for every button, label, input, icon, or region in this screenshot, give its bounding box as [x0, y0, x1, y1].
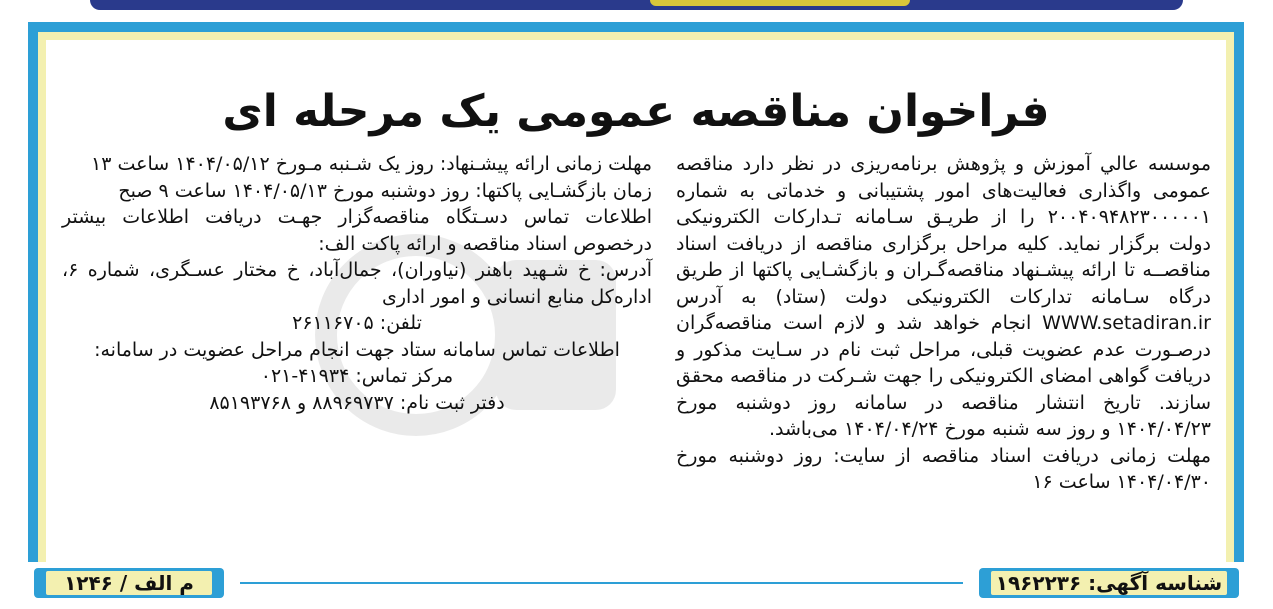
footer: [0, 562, 1273, 604]
right-column: [676, 151, 1211, 496]
setad-intro: اطلاعات تماس سامانه ستاد جهت انجام مراحل عضویت در سامانه:: [94, 338, 620, 361]
ad-id-badge: [979, 568, 1239, 598]
ad-paper: [46, 40, 1226, 564]
submission-deadline: مهلت زمانی ارائه پیشـنهاد: روز یک شـنبه مـورخ ۱۴۰۴/۰۵/۱۲ ساعت ۱۳: [91, 153, 652, 175]
left-column: [62, 151, 652, 416]
contact-intro: اطلاعات تماس دسـتگاه مناقصه‌گزار جهـت دریافت اطلاعات بیشتر درخصوص اسناد مناقصه و ارائه پاکت الف:: [62, 206, 652, 255]
ad-frame-inner: [38, 32, 1234, 572]
address: آدرس: خ شـهید باهنر (نیاوران)، جمال‌آباد، خ مختار عسـگری، شماره ۶، اداره‌کل منابع انسانی و امور اداری: [62, 259, 652, 308]
ad-id-text: شناسه آگهی: ۱۹۶۲۲۳۶: [991, 571, 1227, 595]
phone: تلفن: ۲۶۱۱۶۷۰۵: [292, 312, 422, 334]
document-deadline: مهلت زمانی دریافت اسناد مناقصه از سایت: روز دوشنبه مورخ ۱۴۰۴/۰۴/۳۰ ساعت ۱۶: [676, 444, 1211, 493]
top-decorative-bar: [90, 0, 1183, 10]
ad-title: فراخوان مناقصه عمومی یک مرحله ای: [222, 86, 1050, 137]
code-badge: [34, 568, 224, 598]
ad-frame: [28, 22, 1244, 584]
top-band: [0, 0, 1273, 22]
code-text: م الف / ۱۲۴۶: [46, 571, 212, 595]
registration-office: دفتر ثبت نام: ۸۸۹۶۹۷۳۷ و ۸۵۱۹۳۷۶۸: [209, 391, 505, 414]
tender-description: موسسه عالي آموزش و پژوهش برنامه‌ریزی در نظر دارد مناقصه عمومی واگذاری فعالیت‌های امور پشتیبانی و خدماتی به شماره ۲۰۰۴۰۹۴۸۲۳۰۰۰۰۰۱ را از طریـق سـامانه تـدارکات الکترونیکی دولت برگزار نماید. کلیه مراحل برگزاری مناقصه از دریافت اسناد مناقصــه تا ارائه پیشـنهاد مناقصه‌گـران و بازگشـایی پاکتها از طریق درگاه سـامانه تدارکات الکترونیکی دولت (ستاد) به آدرس WWW.setadiran.ir انجام خواهد شد و لازم است مناقصه‌گران درصـورت عدم عضویت قبلی، مراحل ثبت نام در سـایت مذکور و دریافت گواهی امضای الکترونیکی را جهت شـرکت در مناقصه محقق سازند. تاریخ انتشار مناقصه در سامانه روز دوشنبه مورخ ۱۴۰۴/۰۴/۲۳ و روز سه شنبه مورخ ۱۴۰۴/۰۴/۲۴ می‌باشد.: [676, 153, 1211, 440]
opening-time: زمان بازگشـایی پاکتها: روز دوشنبه مورخ ۱۴۰۴/۰۵/۱۳ ساعت ۹ صبح: [118, 179, 652, 202]
footer-divider: [240, 582, 963, 584]
call-center: مرکز تماس: ۴۱۹۳۴-۰۲۱: [260, 365, 454, 387]
